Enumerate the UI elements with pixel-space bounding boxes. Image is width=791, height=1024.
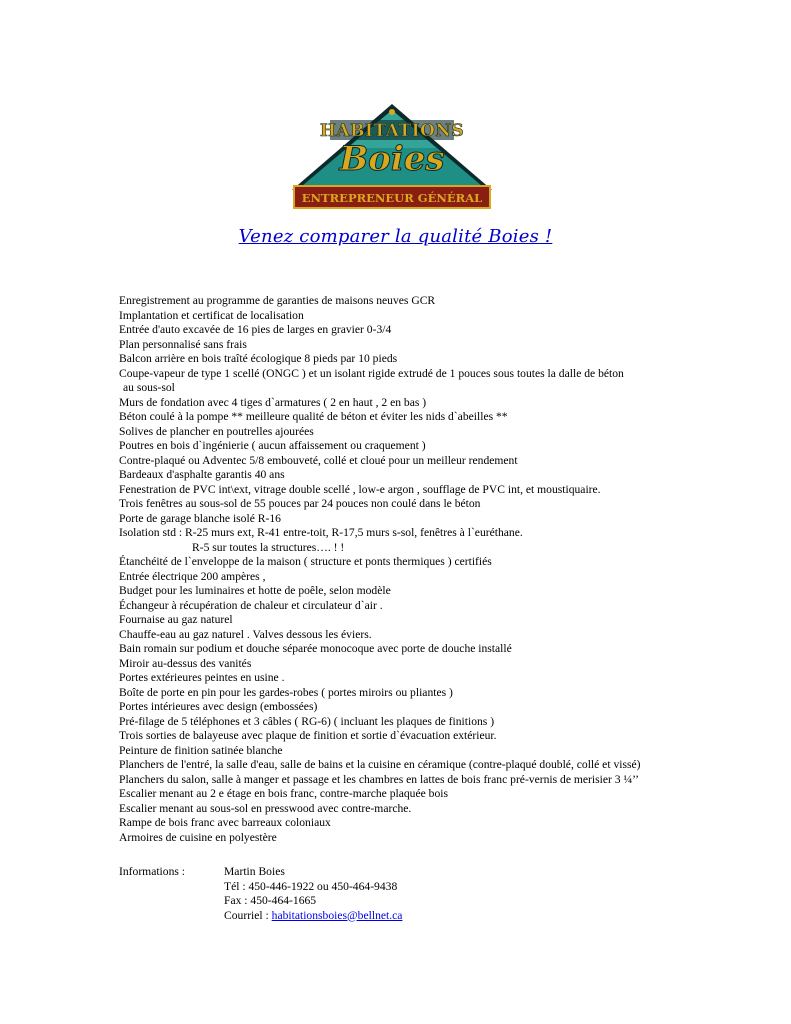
list-item: Étanchéité de l`enveloppe de la maison ( structure et ponts thermiques ) certifiés bbox=[119, 555, 492, 568]
list-item: Portes extérieures peintes en usine . bbox=[119, 671, 285, 684]
list-item: Peinture de finition satinée blanche bbox=[119, 743, 283, 757]
list-item: Contre-plaqué ou Adventec 5/8 embouveté, collé et cloué pour un meilleur rendement bbox=[119, 453, 518, 467]
list-item: Fenestration de PVC int\ext, vitrage double scellé , low-e argon , soufflage de PVC int, et moustiquaire. bbox=[119, 482, 601, 496]
list-item: Trois sorties de balayeuse avec plaque de finition et sortie d`évacuation extérieur. bbox=[119, 729, 497, 742]
contact-phone: Tél : 450-446-1922 ou 450-464-9438 bbox=[224, 879, 398, 893]
list-item: Solives de plancher en poutrelles ajourées bbox=[119, 424, 314, 438]
list-item: Planchers de l'entré, la salle d'eau, salle de bains et la cuisine en céramique (contre-plaqué doublé, collé et vissé) bbox=[119, 758, 641, 771]
list-item: Poutres en bois d`ingénierie ( aucun affaissement ou craquement ) bbox=[119, 439, 426, 452]
tagline: Venez comparer la qualité Boies ! bbox=[238, 226, 553, 247]
company-logo bbox=[288, 100, 496, 212]
list-item: Implantation et certificat de localisation bbox=[119, 308, 304, 322]
contact-values bbox=[224, 865, 402, 923]
list-item: Balcon arrière en bois traîté écologique 8 pieds par 10 pieds bbox=[119, 352, 398, 365]
logo-line-habitations: HABITATIONS bbox=[319, 121, 465, 141]
list-item: Murs de fondation avec 4 tiges d`armatures ( 2 en haut , 2 en bas ) bbox=[119, 395, 427, 409]
list-item: Béton coulé à la pompe ** meilleure qualité de béton et éviter les nids d`abeilles ** bbox=[119, 410, 508, 423]
list-item: Budget pour les luminaires et hotte de poêle, selon modèle bbox=[119, 584, 391, 597]
list-item: Porte de garage blanche isolé R-16 bbox=[119, 511, 281, 525]
list-item: Entrée d'auto excavée de 16 pies de larges en gravier 0-3/4 bbox=[119, 323, 392, 336]
list-item: Fournaise au gaz naturel bbox=[119, 613, 233, 626]
list-item: Escalier menant au sous-sol en presswood avec contre-marche. bbox=[119, 801, 412, 815]
list-item: Bain romain sur podium et douche séparée monocoque avec porte de douche installé bbox=[119, 642, 512, 655]
list-item-continuation: au sous-sol bbox=[123, 381, 175, 394]
list-item: Pré-filage de 5 téléphones et 3 câbles ( RG-6) ( incluant les plaques de finitions ) bbox=[119, 714, 495, 728]
list-item: Isolation std : R-25 murs ext, R-41 entre-toit, R-17,5 murs s-sol, fenêtres à l`euréthane. bbox=[119, 526, 523, 539]
list-item: Trois fenêtres au sous-sol de 55 pouces par 24 pouces non coulé dans le béton bbox=[119, 497, 481, 510]
list-item: Portes intérieures avec design (embossées) bbox=[119, 700, 318, 713]
list-item: Enregistrement au programme de garanties de maisons neuves GCR bbox=[119, 294, 436, 307]
contact-email-label: Courriel : bbox=[224, 908, 272, 922]
contact-label: Informations : bbox=[119, 865, 186, 878]
list-item: Bardeaux d'asphalte garantis 40 ans bbox=[119, 468, 285, 481]
list-item: Boîte de porte en pin pour les gardes-robes ( portes miroirs ou pliantes ) bbox=[119, 685, 453, 699]
logo-roof-dot bbox=[389, 109, 395, 115]
list-item: Échangeur à récupération de chaleur et circulateur d`air . bbox=[119, 598, 383, 612]
contact-fax: Fax : 450-464-1665 bbox=[224, 894, 317, 907]
features-list bbox=[119, 294, 779, 845]
list-item: Escalier menant au 2 e étage en bois franc, contre-marche plaquée bois bbox=[119, 787, 448, 800]
list-item: Chauffe-eau au gaz naturel . Valves dessous les éviers. bbox=[119, 627, 372, 641]
logo-line-boies: Boies bbox=[339, 139, 445, 179]
list-item: Rampe de bois franc avec barreaux coloniaux bbox=[119, 816, 331, 829]
logo-line-entrepreneur: ENTREPRENEUR GÉNÉRAL bbox=[301, 191, 483, 205]
list-item: Miroir au-dessus des vanités bbox=[119, 656, 252, 670]
list-item: Planchers du salon, salle à manger et passage et les chambres en lattes de bois franc pré-vernis de merisier 3 ¼’’ bbox=[119, 772, 640, 786]
contact-email-link[interactable]: habitationsboies@bellnet.ca bbox=[271, 908, 403, 922]
list-item-continuation: R-5 sur toutes la structures…. ! ! bbox=[192, 540, 345, 554]
contact-email-line bbox=[224, 909, 402, 924]
contact-name: Martin Boies bbox=[224, 865, 285, 878]
list-item: Plan personnalisé sans frais bbox=[119, 337, 247, 351]
list-item: Coupe-vapeur de type 1 scellé (ONGC ) et un isolant rigide extrudé de 1 pouces sous toutes la dalle de béton bbox=[119, 366, 624, 380]
list-item: Armoires de cuisine en polyestère bbox=[119, 830, 277, 844]
list-item: Entrée électrique 200 ampères , bbox=[119, 569, 266, 583]
